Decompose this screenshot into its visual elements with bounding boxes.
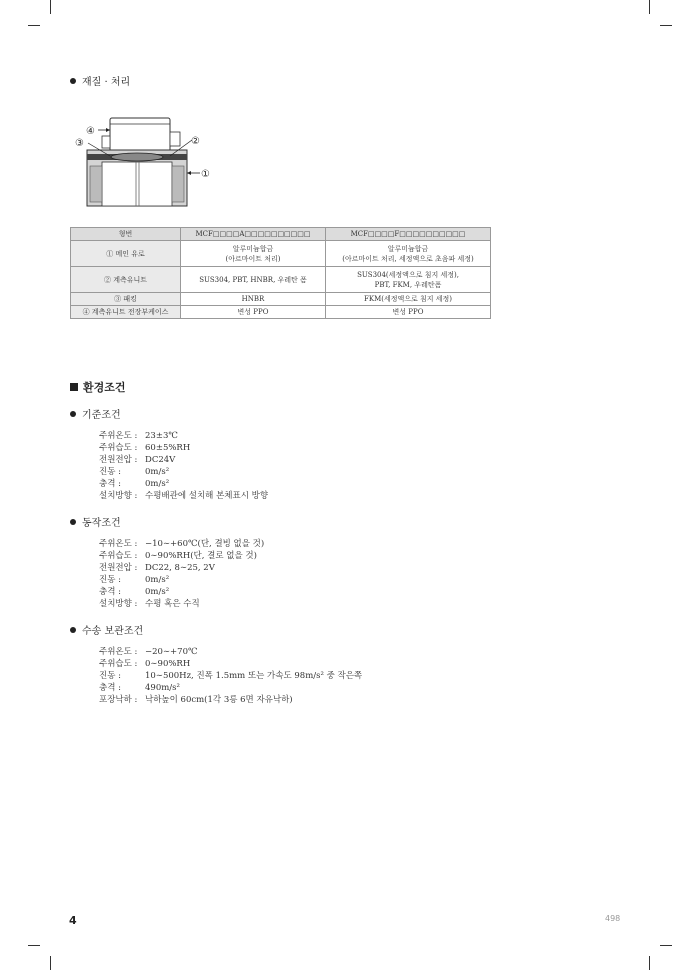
list-item: 설치방향 : 수평배관에 설치해 본체표시 방향: [99, 491, 269, 501]
table-cell: 알루미늄합금 (아르마이트 처리): [181, 241, 326, 267]
table-row: [71, 293, 491, 306]
operating-conditions-heading: 동작조건: [70, 514, 121, 529]
list-item: 주위습도 : 0∼90%RH(단, 결로 없을 것): [99, 551, 257, 561]
material-heading: 재질 · 처리: [70, 73, 130, 88]
square-bullet-icon: [70, 383, 78, 391]
list-item: 설치방향 : 수평 혹은 수직: [99, 599, 200, 609]
list-item: 전원전압 : DC24V: [99, 455, 176, 465]
storage-conditions-heading: 수송 보관조건: [70, 622, 143, 637]
material-table: [70, 227, 491, 319]
table-cell: FKM(세정액으로 침지 세정): [326, 293, 491, 306]
crop-mark: [660, 25, 672, 26]
page-reference: 498: [605, 914, 621, 923]
env-section-title: 환경조건: [70, 379, 126, 395]
table-row-header: ① 메인 유로: [71, 241, 181, 267]
crop-mark: [50, 956, 51, 970]
bullet-icon: [70, 78, 76, 84]
list-item: 진동 : 10∼500Hz, 진폭 1.5mm 또는 가속도 98m/s² 중 작은쪽: [99, 671, 363, 681]
list-item: 충격 : 0m/s²: [99, 587, 170, 597]
table-cell: SUS304, PBT, HNBR, 우레탄 폼: [181, 267, 326, 293]
table-cell: 알루미늄합금 (아르마이트 처리, 세정액으로 초음파 세정): [326, 241, 491, 267]
list-item: 전원전압 : DC22, 8∼25, 2V: [99, 563, 215, 573]
table-row-header: ③ 패킹: [71, 293, 181, 306]
page-number: 4: [69, 914, 77, 927]
storage-conditions-list: [99, 646, 362, 706]
table-row-header: ② 계측유니트: [71, 267, 181, 293]
bullet-icon: [70, 519, 76, 525]
table-cell: 변성 PPO: [326, 306, 491, 319]
bullet-icon: [70, 627, 76, 633]
table-header-cell: 형번: [71, 228, 181, 241]
crop-mark: [28, 945, 40, 946]
reference-conditions-heading: 기준조건: [70, 406, 121, 421]
table-row: [71, 267, 491, 293]
list-item: 진동 : 0m/s²: [99, 575, 170, 585]
crop-mark: [649, 956, 650, 970]
operating-conditions-list: [99, 538, 264, 610]
crop-mark: [28, 25, 40, 26]
table-header-cell: MCF□□□□F□□□□□□□□□□: [326, 228, 491, 241]
crop-mark: [660, 945, 672, 946]
bullet-icon: [70, 411, 76, 417]
table-header-cell: MCF□□□□A□□□□□□□□□□: [181, 228, 326, 241]
crop-mark: [50, 0, 51, 14]
list-item: 주위온도 : −10∼+60℃(단, 결빙 없을 것): [99, 539, 265, 549]
list-item: 포장낙하 : 낙하높이 60cm(1각 3릉 6면 자유낙하): [99, 695, 293, 705]
crop-mark: [649, 0, 650, 14]
table-cell: 변성 PPO: [181, 306, 326, 319]
list-item: 진동 : 0m/s²: [99, 467, 170, 477]
table-cell: HNBR: [181, 293, 326, 306]
callout-3: ③: [75, 138, 84, 149]
table-row: [71, 241, 491, 267]
callout-1: ①: [201, 169, 210, 180]
list-item: 주위습도 : 0∼90%RH: [99, 659, 191, 669]
callout-4: ④: [86, 126, 95, 137]
table-header-row: [71, 228, 491, 241]
list-item: 주위온도 : −20∼+70℃: [99, 647, 198, 657]
list-item: 주위습도 : 60±5%RH: [99, 443, 191, 453]
table-row: [71, 306, 491, 319]
list-item: 충격 : 490m/s²: [99, 683, 180, 693]
table-cell: SUS304(세정액으로 침지 세정), PBT, FKM, 우레탄폼: [326, 267, 491, 293]
reference-conditions-list: [99, 430, 268, 502]
table-row-header: ④ 계측유니트 전장부케이스: [71, 306, 181, 319]
sensor-cross-section-diagram: [70, 110, 220, 215]
list-item: 주위온도 : 23±3℃: [99, 431, 178, 441]
callout-2: ②: [191, 136, 200, 147]
list-item: 충격 : 0m/s²: [99, 479, 170, 489]
